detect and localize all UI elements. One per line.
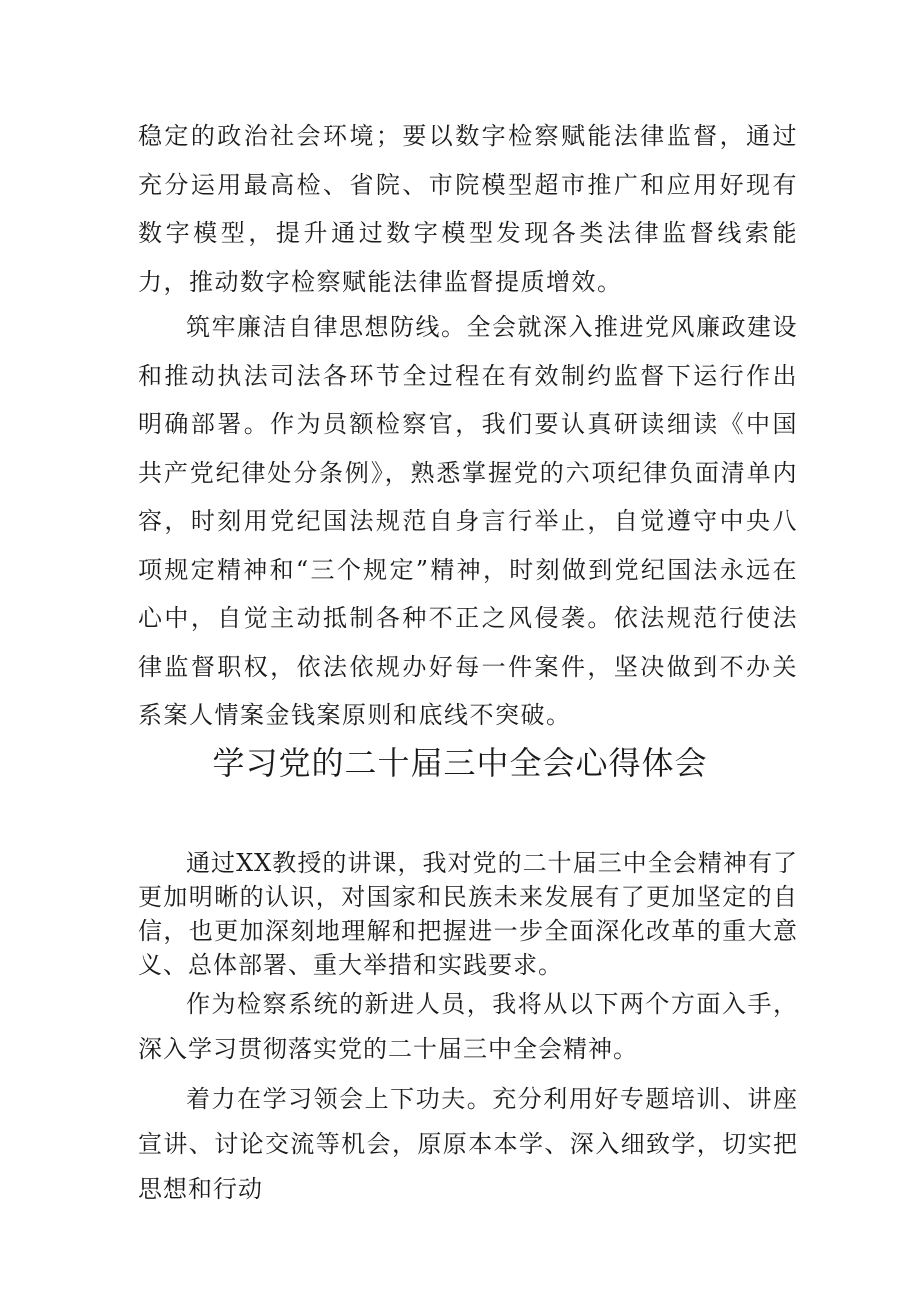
paragraph-new-staff: 作为检察系统的新进人员，我将从以下两个方面入手，深入学习贯彻落实党的二十届三中全会精神。 bbox=[138, 990, 798, 1063]
paragraph-study-effort: 着力在学习领会上下功夫。充分利用好专题培训、讲座宣讲、讨论交流等机会，原原本本学、深入细致学，切实把思想和行动 bbox=[138, 1085, 798, 1203]
section-title: 学习党的二十届三中全会心得体会 bbox=[212, 744, 708, 782]
paragraph-digital-procuratorate: 稳定的政治社会环境；要以数字检察赋能法律监督，通过充分运用最高检、省院、市院模型超市推广和应用好现有数字模型，提升通过数字模型发现各类法律监督线索能力，推动数字检察赋能法律监督提质增效。 bbox=[138, 122, 798, 296]
paragraph-integrity: 筑牢廉洁自律思想防线。全会就深入推进党风廉政建设和推动执法司法各环节全过程在有效制约监督下运行作出明确部署。作为员额检察官，我们要认真研读细读《中国共产党纪律处分条例》，熟悉掌握党的六项纪律负面清单内容，时刻用党纪国法规范自身言行举止，自觉遵守中央八项规定精神和“三个规定”精神，时刻做到党纪国法永远在心中，自觉主动抵制各种不正之风侵袭。依法规范行使法律监督职权，依法依规办好每一件案件，坚决做到不办关系案人情案金钱案原则和底线不突破。 bbox=[138, 313, 798, 729]
paragraph-lecture: 通过XX教授的讲课，我对党的二十届三中全会精神有了更加明晰的认识，对国家和民族未来发展有了更加坚定的自信，也更加深刻地理解和把握进一步全面深化改革的重大意义、总体部署、重大举措和实践要求。 bbox=[138, 849, 798, 979]
